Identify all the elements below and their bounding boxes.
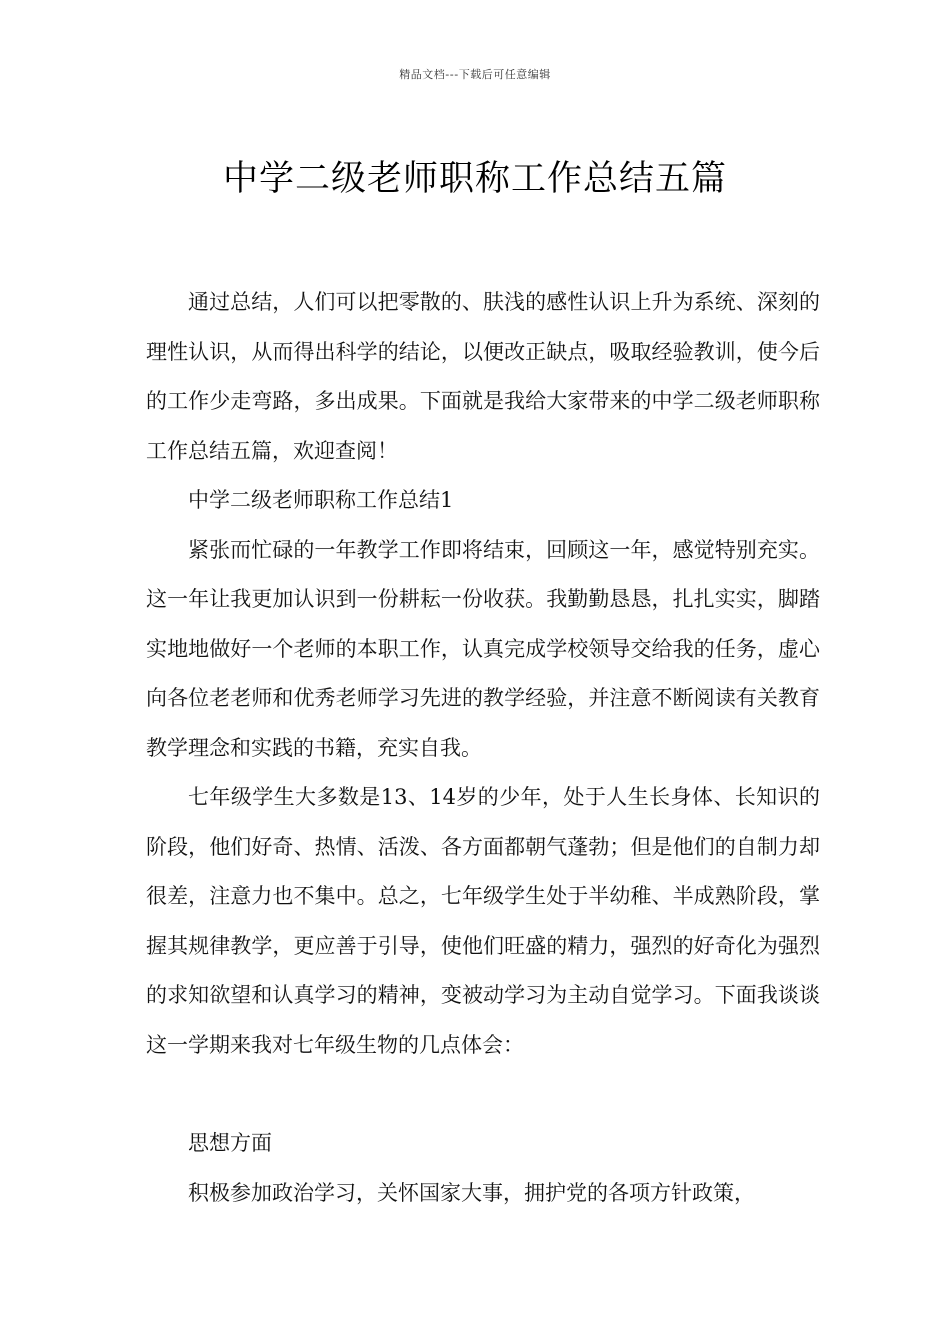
body-paragraph: 七年级学生大多数是13、14岁的少年，处于人生长身体、长知识的阶段，他们好奇、热情、活泼、各方面都朝气蓬勃；但是他们的自制力却很差，注意力也不集中。总之，七年级学生处于半幼稚、半成熟阶段，掌握其规律教学，更应善于引导，使他们旺盛的精力，强烈的好奇化为强烈的求知欲望和认真学习的精神，变被动学习为主动自觉学习。下面我谈谈这一学期来我对七年级生物的几点体会： — [146, 785, 820, 1057]
section-heading-summary-1: 中学二级老师职称工作总结1 — [188, 488, 454, 512]
document-title: 中学二级老师职称工作总结五篇 — [222, 159, 727, 200]
header-note: 精品文档---下载后可任意编辑 — [399, 68, 551, 81]
body-paragraph: 积极参加政治学习，关怀国家大事，拥护党的各项方针政策， — [188, 1180, 755, 1205]
intro-paragraph: 通过总结，人们可以把零散的、肤浅的感性认识上升为系统、深刻的理性认识，从而得出科学的结论，以便改正缺点，吸取经验教训，使今后的工作少走弯路，多出成果。下面就是我给大家带来的中学二级老师职称工作总结五篇，欢迎查阅！ — [146, 290, 820, 463]
section-heading-thought: 思想方面 — [188, 1131, 272, 1155]
document-body — [146, 278, 820, 1218]
body-paragraph: 紧张而忙碌的一年教学工作即将结束，回顾这一年，感觉特别充实。这一年让我更加认识到一份耕耘一份收获。我勤勤恳恳，扎扎实实，脚踏实地地做好一个老师的本职工作，认真完成学校领导交给我的任务，虚心向各位老老师和优秀老师学习先进的教学经验，并注意不断阅读有关教育教学理念和实践的书籍，充实自我。 — [146, 537, 820, 760]
